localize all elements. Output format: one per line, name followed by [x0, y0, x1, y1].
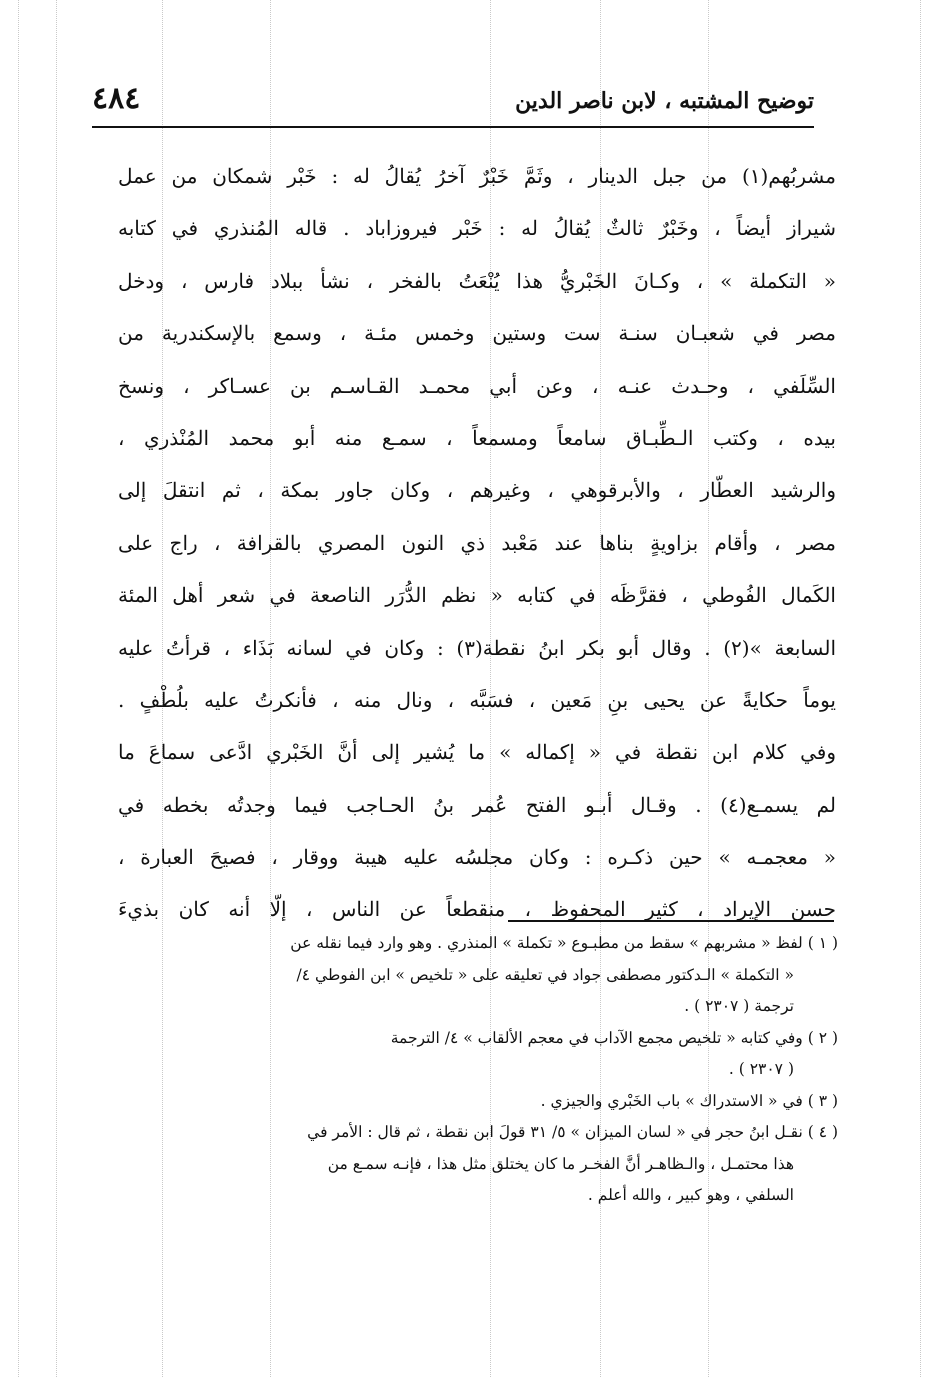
- text-line: مشربُهم(١) من جبل الدينار ، وثَمَّ خَبْرٌ آخرُ يُقالُ له : خَبْر شمكان من عمل: [118, 164, 836, 188]
- footnote-line: ( ٣ ) في « الاستدراك » باب الخَبْري والجيزي .: [540, 1091, 838, 1110]
- text-line: مصر ، وأقام بزاويةٍ بناها عند مَعْبد ذي النون المصري بالقرافة ، راج على: [118, 530, 836, 555]
- footnotes: [118, 928, 838, 1212]
- footnote-line: ( ٢٣٠٧ ) .: [728, 1060, 794, 1078]
- footnote-line: « التكملة » الـدكتور مصطفى جواد في تعليقه على « تلخيص » ابن الفوطي ٤/: [296, 965, 794, 984]
- footnote-line: هذا محتمـل ، والـظاهـر أنَّ الفخـر ما كان يختلق مثل هذا ، فإنـه سمـع من: [327, 1154, 794, 1173]
- page-number: ٤٨٤: [92, 81, 141, 116]
- text-line: مصر في شعبـان سنـة ست وستين وخمس مئـة ، وسمع بالإسكندرية من: [118, 321, 836, 346]
- text-line: « معجمـه » حين ذكـره : وكان مجلسُه عليه هيبة ووقار ، فصيحَ العبارة ،: [118, 845, 836, 870]
- running-title: توضيح المشتبه ، لابن ناصر الدين: [515, 88, 814, 114]
- text-line: الكَمال الفُوطي ، فقرَّظَه في كتابه « نظم الدُّرَر الناصعة في شعر أهل المئة: [118, 583, 836, 608]
- text-line: والرشيد العطّار ، والأبرقوهي ، وغيرهم ، وكان جاور بمكة ، ثم انتقلَ إلى: [118, 478, 836, 503]
- text-line: يوماً حكايةً عن يحيى بنِ مَعين ، فسَبَّه ، ونال منه ، فأنكرتُ عليه بلُطْفٍ .: [118, 687, 836, 712]
- text-line: شيراز أيضاً ، وخَبْرٌ ثالثٌ يُقالُ له : خَبْر فيروزاباد . قاله المُنذري في كتابه: [118, 216, 836, 241]
- footnote-divider: [508, 920, 834, 922]
- scan-dot-line: [56, 0, 57, 1377]
- text-line: حسن الإيراد ، كثير المحفوظ ، منقطعاً عن الناس ، إلّا أنه كان بذيءَ: [118, 897, 836, 922]
- footnote-line: ترجمة ( ٢٣٠٧ ) .: [684, 997, 794, 1015]
- page-header: [92, 80, 814, 128]
- text-line: السِّلَفي ، وحـدث عنـه ، وعن أبي محمـد القـاسـم بن عسـاكر ، ونسخ: [118, 373, 836, 398]
- footnote-line: السلفي ، وهو كبير ، والله أعلم .: [587, 1186, 794, 1204]
- text-line: بيده ، وكتب الـطِّبـاق سامعاً ومسمعاً ، سمـع منه أبو محمد المُنْذري ،: [118, 425, 836, 450]
- text-line: وفي كلام ابن نقطة في « إكماله » ما يُشير إلى أنَّ الخَبْري ادَّعى سماعَ ما: [118, 740, 836, 765]
- main-text: [118, 150, 836, 936]
- text-line: « التكملة » ، وكـانَ الخَبْريُّ هذا يُنْعَتُ بالفخر ، نشأ ببلاد فارس ، ودخل: [118, 268, 836, 293]
- text-line: السابعة »(٢) . وقال أبو بكر ابنُ نقطة(٣) : وكان في لسانه بَذَاء ، قرأتُ عليه: [118, 635, 836, 660]
- scan-dot-line: [920, 0, 921, 1377]
- footnote-line: ( ٢ ) وفي كتابه « تلخيص مجمع الآداب في معجم الألقاب » ٤/ الترجمة: [390, 1028, 838, 1047]
- footnote-line: ( ٤ ) نقـل ابنُ حجر في « لسان الميزان » ٥/ ٣١ قولَ ابن نقطة ، ثم قال : الأمر في: [307, 1123, 838, 1141]
- footnote-line: ( ١ ) لفظ « مشربهم » سقط من مطبـوع « تكملة » المنذري . وهو وارد فيما نقله عن: [290, 934, 838, 952]
- text-line: لم يسمـع(٤) . وقـال أبـو الفتح عُمر بنُ الحـاجب فيما وجدتُه بخطه في: [118, 792, 836, 817]
- scan-dot-line: [18, 0, 19, 1377]
